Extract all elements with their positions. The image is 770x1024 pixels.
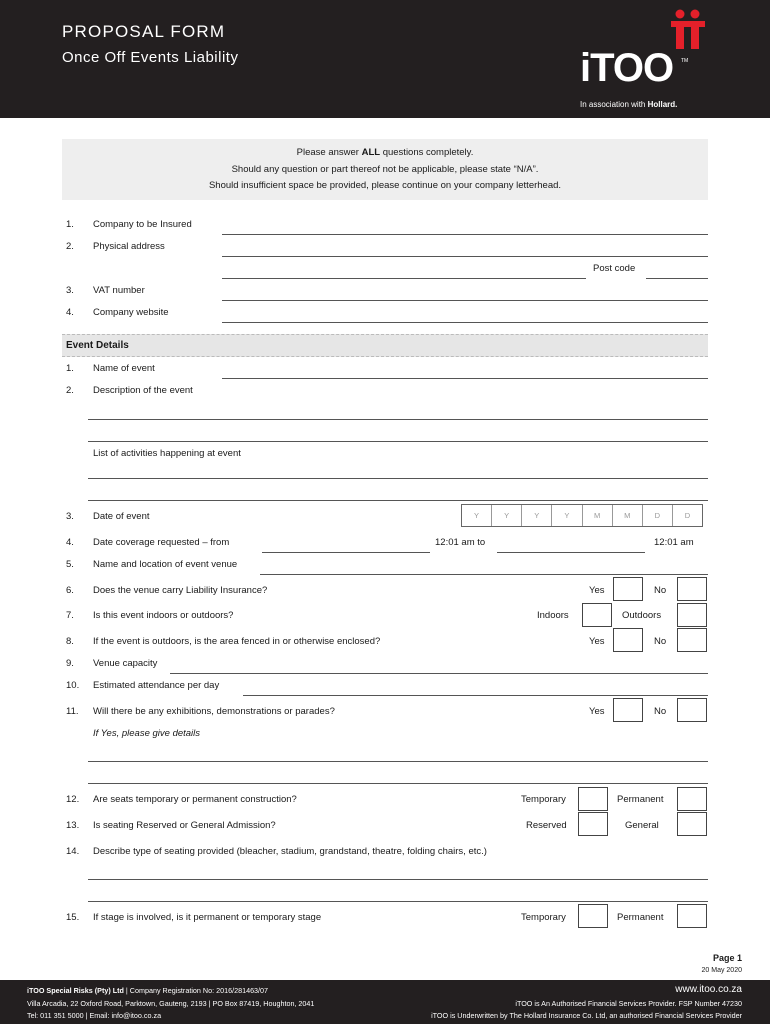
page-date: 20 May 2020 xyxy=(701,967,742,974)
question-number: 7. xyxy=(66,610,74,621)
activities-label: List of activities happening at event xyxy=(93,448,241,459)
physical-address-field-2[interactable] xyxy=(222,278,586,279)
venue-liability-label: Does the venue carry Liability Insurance? xyxy=(93,585,268,596)
fenced-area-label: If the event is outdoors, is the area fenced in or otherwise enclosed? xyxy=(93,636,381,647)
footer-banner xyxy=(0,980,770,1024)
fenced-no-checkbox[interactable] xyxy=(677,628,707,652)
general-checkbox[interactable] xyxy=(677,812,707,836)
coverage-time-to-label: 12:01 am to xyxy=(435,537,486,548)
indoors-label: Indoors xyxy=(537,610,569,621)
question-number: 1. xyxy=(66,363,74,374)
seats-temporary-checkbox[interactable] xyxy=(578,787,608,811)
yes-label: Yes xyxy=(589,706,605,717)
instruction-line-3: Should insufficient space be provided, please continue on your company letterhead. xyxy=(208,180,562,191)
section-title: Event Details xyxy=(66,340,129,351)
venue-capacity-field[interactable] xyxy=(170,673,708,674)
form-subtitle: Once Off Events Liability xyxy=(62,49,239,66)
venue-liability-yes-checkbox[interactable] xyxy=(613,577,643,601)
exhibitions-details-field-1[interactable] xyxy=(88,761,708,762)
yes-label: Yes xyxy=(589,636,605,647)
activities-field-1[interactable] xyxy=(88,478,708,479)
logo-trademark: TM xyxy=(681,58,689,64)
exhibitions-yes-checkbox[interactable] xyxy=(613,698,643,722)
venue-location-field[interactable] xyxy=(260,574,708,575)
vat-number-label: VAT number xyxy=(93,285,145,296)
instruction-line-2: Should any question or part thereof not be applicable, please state “N/A”. xyxy=(231,163,539,175)
seating-description-field-1[interactable] xyxy=(88,879,708,880)
vat-number-field[interactable] xyxy=(222,300,708,301)
form-title: PROPOSAL FORM xyxy=(62,22,226,41)
page-number: Page 1 xyxy=(712,953,742,963)
date-digit-year[interactable]: Y xyxy=(462,505,492,526)
fenced-yes-checkbox[interactable] xyxy=(613,628,643,652)
question-number: 12. xyxy=(66,794,80,805)
question-number: 10. xyxy=(66,680,80,691)
company-insured-field[interactable] xyxy=(222,234,708,235)
event-name-label: Name of event xyxy=(93,363,155,374)
seats-permanent-checkbox[interactable] xyxy=(677,787,707,811)
question-number: 2. xyxy=(66,241,74,252)
no-label: No xyxy=(654,585,667,596)
indoors-outdoors-label: Is this event indoors or outdoors? xyxy=(93,610,234,621)
seats-construction-label: Are seats temporary or permanent construction? xyxy=(93,794,297,805)
stage-type-label: If stage is involved, is it permanent or temporary stage xyxy=(93,912,322,923)
venue-liability-no-checkbox[interactable] xyxy=(677,577,707,601)
question-number: 9. xyxy=(66,658,74,669)
logo-association: In association with Hollard. xyxy=(580,100,678,109)
date-digit-month[interactable]: M xyxy=(613,505,643,526)
no-label: No xyxy=(654,636,667,647)
date-digit-year[interactable]: Y xyxy=(522,505,552,526)
question-number: 14. xyxy=(66,846,80,857)
seating-type-label: Is seating Reserved or General Admission? xyxy=(93,820,276,831)
estimated-attendance-label: Estimated attendance per day xyxy=(93,680,220,691)
company-website-label: Company website xyxy=(93,307,169,318)
footer-website-link[interactable]: www.itoo.co.za xyxy=(675,984,742,995)
event-description-field-1[interactable] xyxy=(88,419,708,420)
exhibitions-details-field-2[interactable] xyxy=(88,783,708,784)
question-number: 3. xyxy=(66,285,74,296)
footer-address: Villa Arcadia, 22 Oxford Road, Parktown, Gauteng, 2193 | PO Box 87419, Houghton, 2041 xyxy=(27,999,315,1008)
question-number: 4. xyxy=(66,307,74,318)
event-date-label: Date of event xyxy=(93,511,150,522)
question-number: 15. xyxy=(66,912,80,923)
question-number: 8. xyxy=(66,636,74,647)
question-number: 11. xyxy=(66,706,79,717)
footer-contact: Tel: 011 351 5000 | Email: info@itoo.co.za xyxy=(27,1011,162,1020)
venue-capacity-label: Venue capacity xyxy=(93,658,158,669)
estimated-attendance-field[interactable] xyxy=(243,695,708,696)
event-name-field[interactable] xyxy=(222,378,708,379)
date-digit-year[interactable]: Y xyxy=(492,505,522,526)
seating-description-label: Describe type of seating provided (bleacher, stadium, grandstand, theatre, folding chairs, etc.) xyxy=(93,846,487,857)
physical-address-label: Physical address xyxy=(93,241,165,252)
seating-description-field-2[interactable] xyxy=(88,901,708,902)
event-description-field-2[interactable] xyxy=(88,441,708,442)
date-digit-day[interactable]: D xyxy=(643,505,673,526)
temporary-label: Temporary xyxy=(521,912,566,923)
company-website-field[interactable] xyxy=(222,322,708,323)
general-label: General xyxy=(625,820,659,831)
stage-permanent-checkbox[interactable] xyxy=(677,904,707,928)
activities-field-2[interactable] xyxy=(88,500,708,501)
footer-underwritten: iTOO is Underwritten by The Hollard Insurance Co. Ltd, an authorised Financial Services Provider xyxy=(431,1011,742,1020)
question-number: 5. xyxy=(66,559,74,570)
question-number: 2. xyxy=(66,385,74,396)
header-banner xyxy=(0,0,770,118)
itoo-logo xyxy=(578,8,718,112)
question-number: 13. xyxy=(66,820,80,831)
temporary-label: Temporary xyxy=(521,794,566,805)
coverage-from-label: Date coverage requested – from xyxy=(93,537,230,548)
reserved-label: Reserved xyxy=(526,820,567,831)
event-date-input[interactable] xyxy=(461,504,703,527)
coverage-time-end-label: 12:01 am xyxy=(654,537,694,548)
permanent-label: Permanent xyxy=(617,912,664,923)
outdoors-checkbox[interactable] xyxy=(677,603,707,627)
date-digit-day[interactable]: D xyxy=(684,511,691,520)
date-digit-year[interactable]: Y xyxy=(552,505,582,526)
exhibitions-no-checkbox[interactable] xyxy=(677,698,707,722)
people-icon xyxy=(668,8,708,50)
event-details-header xyxy=(62,334,708,357)
post-code-field[interactable] xyxy=(646,278,708,279)
outdoors-label: Outdoors xyxy=(622,610,662,621)
permanent-label: Permanent xyxy=(617,794,664,805)
question-number: 3. xyxy=(66,511,74,522)
post-code-label: Post code xyxy=(593,263,636,274)
footer-company: iTOO Special Risks (Pty) Ltd | Company Registration No: 2016/281463/07 xyxy=(27,986,269,995)
yes-label: Yes xyxy=(589,585,605,596)
exhibitions-label: Will there be any exhibitions, demonstrations or parades? xyxy=(93,706,335,717)
event-description-label: Description of the event xyxy=(93,385,193,396)
question-number: 1. xyxy=(66,219,74,230)
no-label: No xyxy=(654,706,667,717)
logo-wordmark: iTOO xyxy=(580,46,674,90)
question-number: 6. xyxy=(66,585,74,596)
footer-fsp: iTOO is An Authorised Financial Services Provider. FSP Number 47230 xyxy=(515,999,742,1008)
company-insured-label: Company to be Insured xyxy=(93,219,192,230)
coverage-from-field[interactable] xyxy=(262,552,430,553)
question-number: 4. xyxy=(66,537,74,548)
reserved-checkbox[interactable] xyxy=(578,812,608,836)
instructions-box xyxy=(62,139,708,200)
exhibitions-details-label: If Yes, please give details xyxy=(93,728,201,739)
indoors-checkbox[interactable] xyxy=(582,603,612,627)
venue-location-label: Name and location of event venue xyxy=(93,559,238,570)
date-digit-month[interactable]: M xyxy=(583,505,613,526)
coverage-to-field[interactable] xyxy=(497,552,645,553)
physical-address-field-1[interactable] xyxy=(222,256,708,257)
stage-temporary-checkbox[interactable] xyxy=(578,904,608,928)
instruction-line-1: Please answer ALL questions completely. xyxy=(296,147,474,158)
